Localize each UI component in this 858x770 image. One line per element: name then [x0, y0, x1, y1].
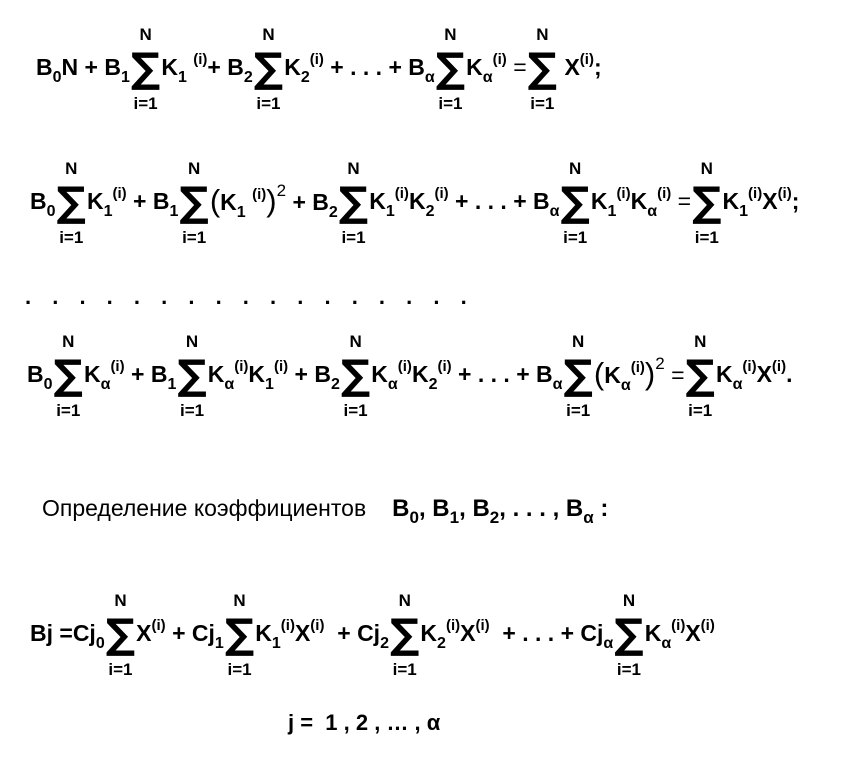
- equation-fragment: $K_1^{(i)}X^{(i)}$;: [722, 184, 800, 220]
- sigma-icon: ∑: [177, 351, 207, 399]
- summation-symbol: [390, 592, 419, 678]
- summation-symbol: [563, 333, 592, 419]
- sum-lower-limit: i=1: [438, 93, 463, 113]
- sum-lower-limit: i=1: [530, 93, 555, 113]
- sum-lower-limit: i=1: [688, 400, 713, 420]
- equation-fragment: $B_0$, $B_1$, $B_2$, . . . , $B_\alpha$ :: [392, 495, 609, 527]
- sum-lower-limit: i=1: [56, 400, 81, 420]
- sigma-icon: ∑: [340, 351, 371, 399]
- sigma-icon: ∑: [527, 44, 558, 92]
- equation-fragment: $X^{(i)} + Cj_1$: [136, 616, 224, 652]
- equation-fragment: $K_\alpha^{(i)}$ =: [466, 50, 527, 86]
- sum-lower-limit: i=1: [392, 659, 417, 679]
- equation-fragment: $B_0$: [27, 360, 53, 393]
- sigma-icon: ∑: [692, 178, 722, 226]
- sum-upper-limit: N: [700, 159, 713, 178]
- summation-symbol: [131, 26, 160, 112]
- summation-symbol: [225, 592, 254, 678]
- sum-upper-limit: N: [185, 332, 199, 351]
- normal-equation-last: [27, 333, 792, 419]
- sum-upper-limit: N: [694, 332, 707, 351]
- summation-symbol: [179, 160, 208, 246]
- equation-fragment: $K_2^{(i)}X^{(i)}$ + . . . + $Cj_\alpha$: [420, 616, 614, 652]
- summation-symbol: [57, 160, 86, 246]
- sigma-icon: ∑: [253, 44, 284, 92]
- summation-symbol: [339, 160, 368, 246]
- sum-lower-limit: i=1: [694, 227, 719, 247]
- sigma-icon: ∑: [435, 44, 466, 92]
- sigma-icon: ∑: [614, 610, 644, 658]
- equation-fragment: $K_1$ $^{(i)}+ B_2$: [161, 50, 253, 86]
- equation-fragment: $K_\alpha^{(i)} + B_1$: [83, 357, 177, 393]
- sum-upper-limit: N: [65, 159, 78, 178]
- equation-fragment: $Bj =Cj_0$: [30, 619, 105, 652]
- sum-lower-limit: i=1: [133, 93, 158, 113]
- sigma-icon: ∑: [389, 610, 420, 658]
- index-range-line: j = 1 , 2 , … , α: [288, 710, 441, 735]
- sum-lower-limit: i=1: [563, 227, 588, 247]
- summation-symbol: [560, 160, 589, 246]
- equation-fragment: $K_1^{(i)} + B_1$: [86, 184, 179, 220]
- summation-symbol: [686, 333, 715, 419]
- sigma-icon: ∑: [105, 610, 136, 658]
- sigma-icon: ∑: [179, 178, 209, 226]
- equation-fragment: $(K_\alpha^{(i)})^2$ =: [593, 353, 685, 394]
- normal-equation-2: [30, 160, 799, 246]
- coefficient-list: [392, 494, 608, 526]
- sum-upper-limit: N: [233, 591, 246, 610]
- sum-upper-limit: N: [622, 591, 636, 610]
- equation-fragment: $B_0$: [30, 187, 56, 220]
- sum-lower-limit: i=1: [180, 400, 205, 420]
- equation-fragment: $K_1^{(i)}X^{(i)} + Cj_2$: [255, 616, 389, 652]
- equation-fragment: $K_\alpha^{(i)}X^{(i)}$: [644, 616, 715, 652]
- sigma-icon: ∑: [53, 351, 83, 399]
- equation-fragment: $K_\alpha^{(i)}K_2^{(i)}$ + . . . + $B_\alpha$: [371, 357, 563, 393]
- sigma-icon: ∑: [56, 178, 86, 226]
- summation-symbol: [254, 26, 283, 112]
- sum-lower-limit: i=1: [59, 227, 84, 247]
- sum-upper-limit: N: [262, 25, 275, 44]
- normal-equation-1: [36, 26, 602, 112]
- summation-symbol: [692, 160, 721, 246]
- equation-fragment: $K_2^{(i)}$ + . . . + $B_\alpha$: [284, 50, 435, 86]
- sum-upper-limit: N: [398, 591, 411, 610]
- equation-fragment: $X^{(i)}$;: [558, 50, 602, 80]
- sigma-icon: ∑: [560, 178, 590, 226]
- sigma-icon: ∑: [685, 351, 715, 399]
- sum-upper-limit: N: [536, 25, 549, 44]
- sum-upper-limit: N: [187, 159, 201, 178]
- sum-upper-limit: N: [114, 591, 127, 610]
- sum-lower-limit: i=1: [343, 400, 368, 420]
- ellipsis-dots-row: . . . . . . . . . . . . . . . . .: [25, 284, 467, 309]
- summation-symbol: [54, 333, 83, 419]
- sum-lower-limit: i=1: [566, 400, 591, 420]
- sum-lower-limit: i=1: [227, 659, 252, 679]
- equation-fragment: ($K_1$ $^{(i)})^2 + B_2$: [209, 180, 338, 221]
- sum-upper-limit: N: [62, 332, 75, 351]
- caption-label: Определение коэффициентов: [42, 495, 367, 521]
- sum-upper-limit: N: [572, 332, 585, 351]
- sigma-icon: ∑: [224, 610, 255, 658]
- sum-upper-limit: N: [347, 159, 360, 178]
- sum-upper-limit: N: [569, 159, 582, 178]
- sum-lower-limit: i=1: [182, 227, 207, 247]
- summation-symbol: [106, 592, 135, 678]
- sum-lower-limit: i=1: [108, 659, 133, 679]
- sum-upper-limit: N: [349, 332, 362, 351]
- sigma-icon: ∑: [563, 351, 593, 399]
- summation-symbol: [436, 26, 465, 112]
- summation-symbol: [341, 333, 370, 419]
- coefficients-caption: [42, 494, 608, 526]
- summation-symbol: [528, 26, 557, 112]
- summation-symbol: [614, 592, 643, 678]
- equation-fragment: $K_\alpha^{(i)}X^{(i)}$.: [715, 357, 793, 393]
- sum-lower-limit: i=1: [256, 93, 281, 113]
- sigma-icon: ∑: [130, 44, 161, 92]
- sum-upper-limit: N: [139, 25, 152, 44]
- sigma-icon: ∑: [338, 178, 369, 226]
- equation-fragment: $K_1^{(i)}K_\alpha^{(i)}$ =: [590, 184, 692, 220]
- equation-fragment: $B_0N + B_1$: [36, 53, 130, 86]
- equation-fragment: $K_\alpha^{(i)}K_1^{(i)} + B_2$: [207, 357, 340, 393]
- summation-symbol: [177, 333, 206, 419]
- sum-lower-limit: i=1: [616, 659, 642, 679]
- sum-upper-limit: N: [444, 25, 457, 44]
- equation-fragment: $K_1^{(i)}K_2^{(i)}$ + . . . + $B_\alpha$: [369, 184, 560, 220]
- sum-lower-limit: i=1: [341, 227, 366, 247]
- coefficient-equation: [30, 592, 715, 678]
